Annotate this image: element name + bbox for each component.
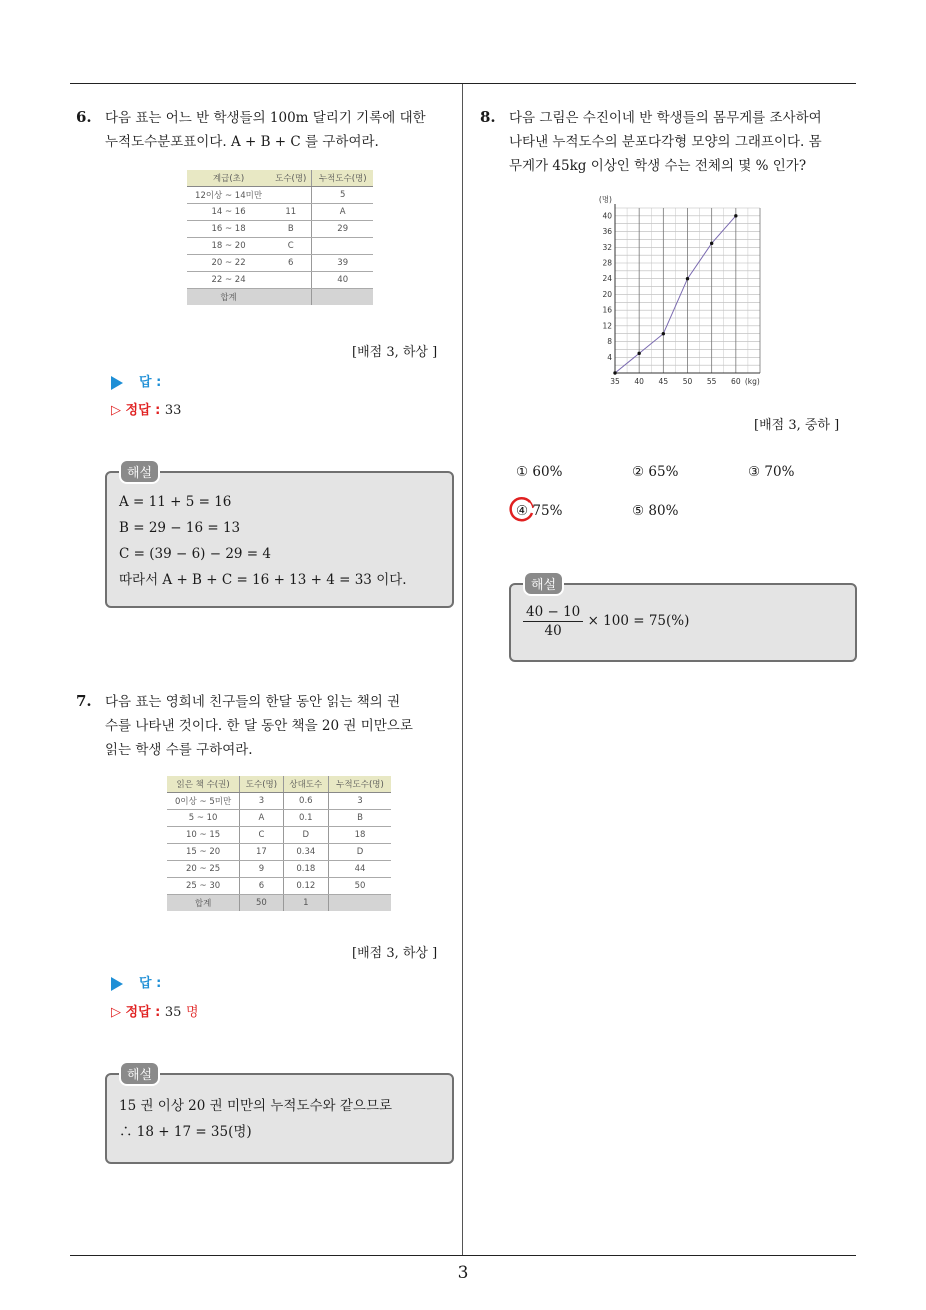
play-icon: [111, 977, 123, 991]
q6-cell: [312, 238, 373, 255]
q7-cell: 20 ~ 25: [167, 861, 240, 878]
x-tick-label: 40: [634, 377, 644, 386]
q6-line-1: 다음 표는 어느 반 학생들의 100m 달리기 기록에 대한: [105, 110, 426, 126]
q6-cell: 12이상 ~ 14미만: [187, 187, 270, 204]
table-total-row: [187, 289, 373, 306]
q6-th-0: 계급(초): [187, 170, 270, 187]
q7-cell: [328, 895, 391, 912]
q6-cell: 6: [270, 255, 312, 272]
data-point: [734, 214, 737, 217]
q6-cell: [270, 289, 312, 306]
q7-cell: 0.6: [283, 793, 328, 810]
q7-correct-value: 35: [164, 1005, 182, 1020]
x-tick-label: 50: [682, 377, 693, 386]
q7-cell: 0이상 ~ 5미만: [167, 793, 240, 810]
q7-cell: 6: [240, 878, 283, 895]
q8-line-1: 다음 그림은 수진이네 반 학생들의 몸무게를 조사하여: [509, 110, 822, 126]
q7-cell: 17: [240, 844, 283, 861]
table-row: [167, 793, 391, 810]
q6-cell: 14 ~ 16: [187, 204, 270, 221]
y-tick-label: 8: [607, 337, 612, 347]
q7-cell: 3: [240, 793, 283, 810]
q6-th-1: 도수(명): [270, 170, 312, 187]
q8-choice-1[interactable]: ① 60%: [516, 464, 563, 480]
q6-cell: 20 ~ 22: [187, 255, 270, 272]
q7-correct-unit: 명: [185, 1005, 199, 1020]
selected-choice-circle-icon: [508, 496, 536, 524]
table-row: [167, 878, 391, 895]
q7-answer-row: [111, 972, 161, 991]
q6-solution-line: B = 29 − 16 = 13: [119, 520, 241, 536]
y-tick-label: 28: [602, 258, 612, 268]
q7-cell: C: [240, 827, 283, 844]
q6-cell: C: [270, 238, 312, 255]
q6-solution-line: A = 11 + 5 = 16: [119, 494, 232, 510]
q8-choice-4[interactable]: ④ 75%: [516, 503, 563, 519]
q7-cell: D: [328, 844, 391, 861]
q7-cell: 0.12: [283, 878, 328, 895]
q6-cell: [312, 289, 373, 306]
q7-cell: 합계: [167, 895, 240, 912]
y-tick-label: 36: [602, 227, 612, 237]
q6-line-2: 누적도수분포표이다. A + B + C 를 구하여라.: [105, 134, 379, 150]
q6-cell: 29: [312, 221, 373, 238]
q6-answer-row: [111, 371, 161, 390]
x-tick-label: 55: [706, 377, 717, 386]
header-rule: [70, 83, 856, 84]
q6-th-2: 누적도수(명): [312, 170, 373, 187]
q7-line-3: 읽는 학생 수를 구하여라.: [105, 742, 253, 758]
y-tick-label: 32: [602, 242, 612, 252]
q6-cell: 18 ~ 20: [187, 238, 270, 255]
q7-correct-row: [111, 1001, 199, 1020]
q6-cell: A: [312, 204, 373, 221]
q8-line-2: 나타낸 누적도수의 분포다각형 모양의 그래프이다. 몸: [509, 134, 822, 150]
q7-number: 7.: [76, 692, 92, 710]
q7-correct-label: ▷ 정답 :: [111, 1005, 161, 1020]
x-axis-label: (kg): [744, 377, 760, 386]
q6-number: 6.: [76, 108, 92, 126]
table-row: [187, 255, 373, 272]
q8-choice-2[interactable]: ② 65%: [632, 464, 679, 480]
q6-answer-label: 답 :: [139, 375, 162, 390]
data-point: [662, 332, 665, 335]
q6-solution-line: C = (39 − 6) − 29 = 4: [119, 546, 271, 562]
q7-cell: D: [283, 827, 328, 844]
q6-solution-tag: 해설: [119, 459, 160, 484]
q8-solution-rest: × 100 = 75(%): [587, 613, 690, 629]
x-tick-label: 35: [610, 377, 620, 386]
q8-fraction-denominator: 40: [544, 623, 562, 639]
y-tick-label: 24: [602, 274, 612, 284]
table-row: [187, 187, 373, 204]
q8-choice-3[interactable]: ③ 70%: [748, 464, 795, 480]
q7-solution-line: 15 권 이상 20 권 미만의 누적도수와 같으므로: [119, 1098, 393, 1114]
y-tick-label: 20: [602, 289, 612, 299]
q6-table: [187, 170, 373, 305]
q6-correct-value: 33: [164, 403, 182, 418]
q7-cell: 50: [240, 895, 283, 912]
data-point: [613, 371, 616, 374]
q6-solution-box: [105, 466, 454, 608]
q8-choice-5[interactable]: ⑤ 80%: [632, 503, 679, 519]
data-point: [686, 277, 689, 280]
q6-cell: 11: [270, 204, 312, 221]
column-divider: [462, 84, 463, 1256]
q7-cell: 15 ~ 20: [167, 844, 240, 861]
table-row: [187, 221, 373, 238]
q6-cell: B: [270, 221, 312, 238]
q6-text: [105, 106, 455, 154]
q6-correct-label: ▷ 정답 :: [111, 403, 161, 418]
y-axis-label: (명): [598, 195, 612, 204]
q7-solution-line: ∴ 18 + 17 = 35(명): [119, 1124, 252, 1140]
q8-cumulative-frequency-chart: [590, 188, 790, 388]
y-tick-label: 12: [602, 321, 612, 331]
table-row: [167, 827, 391, 844]
q8-fraction-numerator: 40 − 10: [523, 603, 583, 622]
q8-score: [배점 3, 중하 ]: [754, 418, 840, 433]
q7-answer-label: 답 :: [139, 976, 162, 991]
y-tick-label: 40: [602, 211, 612, 221]
footer-rule: [70, 1255, 856, 1256]
q7-solution-tag: 해설: [119, 1061, 160, 1086]
q7-score: [배점 3, 하상 ]: [352, 946, 438, 961]
q6-cell: 39: [312, 255, 373, 272]
table-total-row: [167, 895, 391, 912]
data-point: [710, 242, 713, 245]
q7-cell: 0.18: [283, 861, 328, 878]
q7-cell: 0.34: [283, 844, 328, 861]
q7-line-1: 다음 표는 영희네 친구들의 한달 동안 읽는 책의 권: [105, 694, 401, 710]
q8-solution-box: [509, 578, 857, 662]
q7-th-3: 누적도수(명): [328, 776, 391, 793]
q8-solution-fraction: [523, 603, 583, 640]
q7-cell: 5 ~ 10: [167, 810, 240, 827]
q7-th-0: 읽은 책 수(권): [167, 776, 240, 793]
table-row: [167, 844, 391, 861]
table-row: [187, 238, 373, 255]
q8-solution-tag: 해설: [523, 571, 564, 596]
q7-cell: 50: [328, 878, 391, 895]
y-tick-label: 4: [607, 352, 612, 362]
y-tick-label: 16: [602, 305, 612, 315]
x-tick-label: 45: [658, 377, 669, 386]
q8-line-3: 무게가 45kg 이상인 학생 수는 전체의 몇 % 인가?: [509, 158, 807, 174]
x-tick-label: 60: [731, 377, 741, 386]
q7-table: [167, 776, 391, 911]
q7-cell: B: [328, 810, 391, 827]
q6-cell: 합계: [187, 289, 270, 306]
q6-cell: [270, 272, 312, 289]
q8-text: [509, 106, 859, 178]
q7-solution-box: [105, 1068, 454, 1164]
q7-cell: 0.1: [283, 810, 328, 827]
q6-cell: [270, 187, 312, 204]
q7-cell: 25 ~ 30: [167, 878, 240, 895]
q7-cell: A: [240, 810, 283, 827]
q7-cell: 44: [328, 861, 391, 878]
q8-number: 8.: [480, 108, 496, 126]
q6-cell: 16 ~ 18: [187, 221, 270, 238]
q6-cell: 22 ~ 24: [187, 272, 270, 289]
q7-line-2: 수를 나타낸 것이다. 한 달 동안 책을 20 권 미만으로: [105, 718, 413, 734]
table-row: [187, 204, 373, 221]
q6-score: [배점 3, 하상 ]: [352, 345, 438, 360]
table-row: [167, 861, 391, 878]
table-row: [187, 272, 373, 289]
q7-text: [105, 690, 455, 762]
page-number: 3: [457, 1263, 469, 1283]
q6-correct-row: [111, 399, 181, 418]
data-point: [637, 352, 640, 355]
q7-cell: 3: [328, 793, 391, 810]
q7-cell: 9: [240, 861, 283, 878]
play-icon: [111, 376, 123, 390]
q7-cell: 18: [328, 827, 391, 844]
q7-cell: 1: [283, 895, 328, 912]
q6-cell: 40: [312, 272, 373, 289]
q7-cell: 10 ~ 15: [167, 827, 240, 844]
q7-th-2: 상대도수: [283, 776, 328, 793]
q6-solution-line: 따라서 A + B + C = 16 + 13 + 4 = 33 이다.: [119, 572, 407, 588]
q7-th-1: 도수(명): [240, 776, 283, 793]
q8-solution-formula: [523, 603, 689, 640]
table-row: [167, 810, 391, 827]
q6-cell: 5: [312, 187, 373, 204]
